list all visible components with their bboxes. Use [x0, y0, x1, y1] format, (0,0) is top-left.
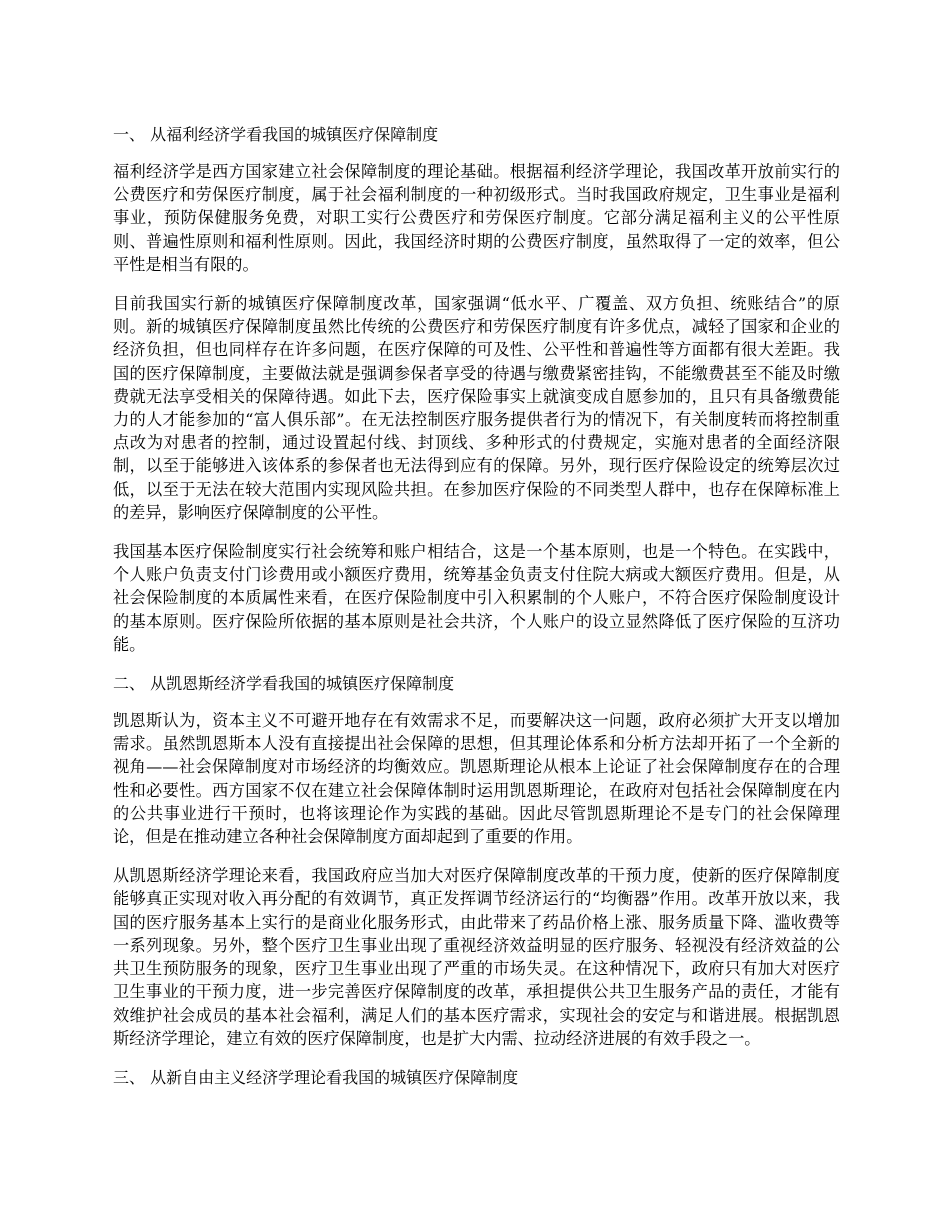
section-2-heading: 二、 从凯恩斯经济学看我国的城镇医疗保障制度 [113, 674, 455, 694]
section-1-paragraph-1: 福利经济学是西方国家建立社会保障制度的理论基础。根据福利经济学理论，我国改革开放前实行的公费医疗和劳保医疗制度，属于社会福利制度的一种初级形式。当时我国政府规定，卫生事业是福利事业，预防保健服务免费，对职工实行公费医疗和劳保医疗制度。它部分满足福利主义的公平性原则、普遍性原则和福利性原则。因此，我国经济时期的公费医疗制度，虽然取得了一定的效率，但公平性是相当有限的。 [113, 162, 840, 274]
section-1-paragraph-2: 目前我国实行新的城镇医疗保障制度改革，国家强调“低水平、广覆盖、双方负担、统账结合”的原则。新的城镇医疗保障制度虽然比传统的公费医疗和劳保医疗制度有许多优点，减轻了国家和企业的经济负担，但也同样存在许多问题，在医疗保障的可及性、公平性和普遍性等方面都有很大差距。我国的医疗保障制度，主要做法就是强调参保者享受的待遇与缴费紧密挂钩，不能缴费甚至不能及时缴费就无法享受相关的保障待遇。如此下去，医疗保险事实上就演变成自愿参加的，且只有具备缴费能力的人才能参加的“富人俱乐部”。在无法控制医疗服务提供者行为的情况下，有关制度转而将控制重点改为对患者的控制，通过设置起付线、封顶线、多种形式的付费规定，实施对患者的全面经济限制，以至于能够进入该体系的参保者也无法得到应有的保障。另外，现行医疗保险设定的统筹层次过低，以至于无法在较大范围内实现风险共担。在参加医疗保险的不同类型人群中，也存在保障标准上的差异，影响医疗保障制度的公平性。 [113, 294, 840, 522]
document-page [113, 123, 840, 1103]
section-2-paragraph-1: 凯恩斯认为，资本主义不可避开地存在有效需求不足，而要解决这一问题，政府必须扩大开支以增加需求。虽然凯恩斯本人没有直接提出社会保障的思想，但其理论体系和分析方法却开拓了一个全新的视角——社会保障制度对市场经济的均衡效应。凯恩斯理论从根本上论证了社会保障制度存在的合理性和必要性。西方国家不仅在建立社会保障体制时运用凯恩斯理论，在政府对包括社会保障制度在内的公共事业进行干预时，也将该理论作为实践的基础。因此尽管凯恩斯理论不是专门的社会保障理论，但是在推动建立各种社会保障制度方面却起到了重要的作用。 [113, 711, 840, 847]
section-1-paragraph-3: 我国基本医疗保险制度实行社会统筹和账户相结合，这是一个基本原则，也是一个特色。在实践中，个人账户负责支付门诊费用或小额医疗费用，统筹基金负责支付住院大病或大额医疗费用。但是，从社会保险制度的本质属性来看，在医疗保险制度中引入积累制的个人账户，不符合医疗保险制度设计的基本原则。医疗保险所依据的基本原则是社会共济，个人账户的设立显然降低了医疗保险的互济功能。 [113, 542, 840, 654]
section-3-heading: 三、 从新自由主义经济学理论看我国的城镇医疗保障制度 [113, 1067, 519, 1087]
section-1-heading: 一、 从福利经济学看我国的城镇医疗保障制度 [113, 125, 439, 144]
section-2-paragraph-2: 从凯恩斯经济学理论来看，我国政府应当加大对医疗保障制度改革的干预力度，使新的医疗保障制度能够真正实现对收入再分配的有效调节，真正发挥调节经济运行的“均衡器”作用。改革开放以来，我国的医疗服务基本上实行的是商业化服务形式，由此带来了药品价格上涨、服务质量下降、滥收费等一系列现象。另外，整个医疗卫生事业出现了重视经济效益明显的医疗服务、轻视没有经济效益的公共卫生预防服务的现象，医疗卫生事业出现了严重的市场失灵。在这种情况下，政府只有加大对医疗卫生事业的干预力度，进一步完善医疗保障制度的改革，承担提供公共卫生服务产品的责任，才能有效维护社会成员的基本社会福利，满足人们的基本医疗需求，实现社会的安定与和谐进展。根据凯恩斯经济学理论，建立有效的医疗保障制度，也是扩大内需、拉动经济进展的有效手段之一。 [113, 866, 840, 1048]
